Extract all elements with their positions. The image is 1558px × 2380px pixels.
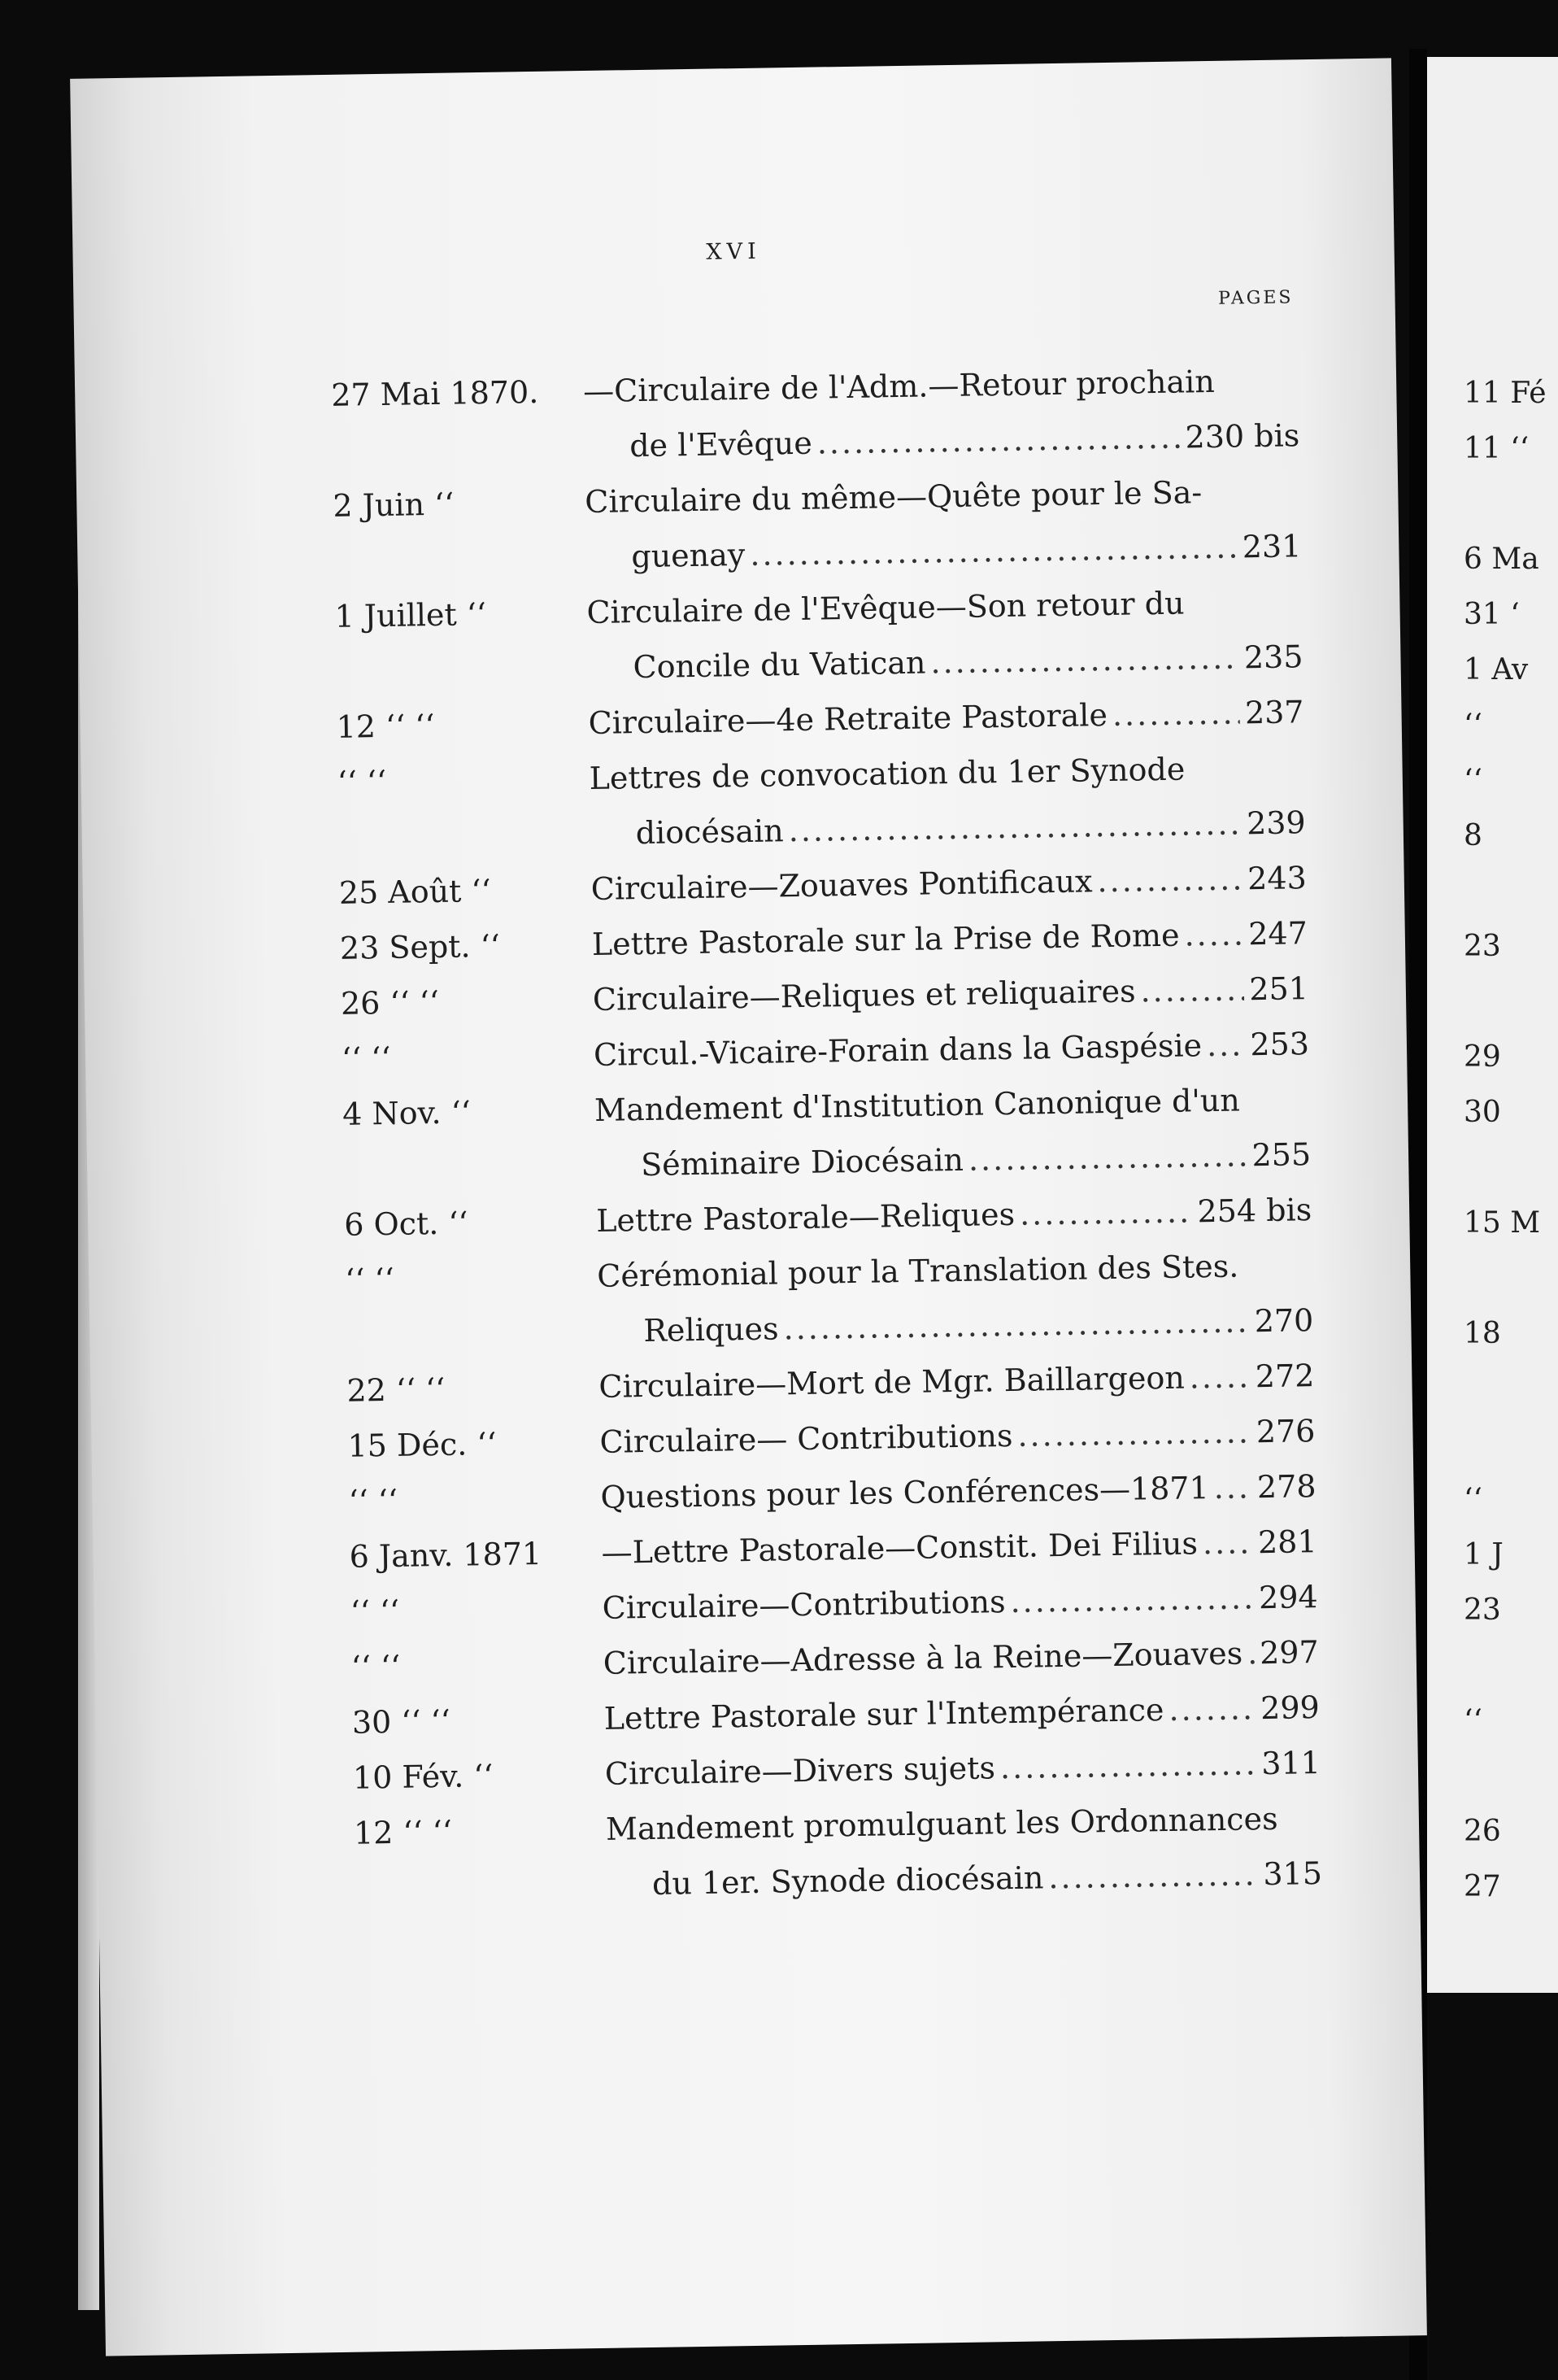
entry-title: Mandement promulguant les Ordonnances — [605, 1800, 1278, 1847]
dot-leader — [1140, 961, 1245, 1018]
entry-title: Circulaire—Contributions — [602, 1584, 1006, 1626]
entry-page-number: 315 — [1263, 1855, 1323, 1893]
entry-title: du 1er. Synode diocésain — [651, 1859, 1044, 1902]
entry-page-number: 276 — [1256, 1413, 1316, 1450]
facing-page-date: ‘‘ — [1464, 1483, 1482, 1516]
entry-date: 6 Janv. 1871 — [349, 1536, 542, 1575]
entry-date: 22 ‘‘ ‘‘ — [346, 1371, 446, 1409]
entry-page-number: 294 — [1258, 1579, 1318, 1616]
dot-leader — [1019, 1183, 1193, 1241]
dot-leader — [788, 796, 1242, 858]
dot-leader — [1247, 1625, 1256, 1680]
dot-leader — [1168, 1680, 1256, 1737]
entry-page-number: 253 — [1250, 1026, 1310, 1063]
entry-page-number: 272 — [1255, 1358, 1315, 1395]
facing-page-date: 15 M — [1464, 1206, 1541, 1240]
dot-leader — [1097, 851, 1243, 909]
entry-title: de l'Evêque — [629, 425, 813, 464]
dot-leader — [1189, 1349, 1251, 1405]
table-of-contents — [331, 352, 1323, 1916]
entry-page-number: 255 — [1251, 1136, 1312, 1174]
facing-page-date — [1464, 1251, 1558, 1306]
entry-body — [594, 1071, 1312, 1193]
dot-leader — [1206, 1017, 1245, 1073]
dot-leader — [930, 630, 1240, 690]
entry-date: 12 ‘‘ ‘‘ — [353, 1813, 453, 1851]
dot-leader — [999, 1736, 1256, 1795]
dot-leader — [1213, 1459, 1252, 1515]
toc-entry — [337, 739, 1306, 865]
toc-entry — [334, 573, 1303, 700]
entry-page-number: 237 — [1244, 694, 1304, 731]
entry-date: ‘‘ ‘‘ — [345, 1261, 395, 1298]
entry-title: Circulaire—Reliques et reliquaires — [592, 973, 1136, 1018]
dot-leader — [783, 1293, 1250, 1356]
entry-page-number: 231 — [1242, 528, 1302, 565]
entry-page-number: 243 — [1247, 860, 1308, 897]
facing-page-date: 27 — [1464, 1870, 1501, 1903]
entry-title: Cérémonial pour la Translation des Stes. — [596, 1248, 1239, 1294]
entry-date: 12 ‘‘ ‘‘ — [336, 707, 435, 745]
facing-page-date: 29 — [1464, 1040, 1501, 1074]
entry-title: Lettre Pastorale—Reliques — [595, 1196, 1016, 1239]
entry-title: Questions pour les Conférences—1871 — [600, 1470, 1210, 1515]
facing-page-date: 26 — [1464, 1815, 1501, 1848]
facing-page-date: ‘‘ — [1464, 708, 1482, 742]
entry-title: Mandement d'Institution Canonique d'un — [594, 1082, 1241, 1128]
entry-line — [607, 1846, 1323, 1912]
dot-leader — [1010, 1570, 1255, 1629]
entry-title: Circulaire—4e Retraite Pastorale — [588, 696, 1108, 742]
entry-title: diocésain — [635, 813, 785, 852]
entry-date: 26 ‘‘ ‘‘ — [340, 983, 440, 1022]
facing-page-date — [1464, 1638, 1558, 1693]
entry-date: 15 Déc. ‘‘ — [347, 1425, 497, 1464]
entry-body — [589, 739, 1306, 861]
facing-page-date: 30 — [1464, 1096, 1501, 1129]
entry-title: guenay — [631, 536, 746, 575]
entry-date: ‘‘ ‘‘ — [350, 1593, 400, 1630]
facing-page-date: 31 ‘ — [1464, 598, 1520, 631]
entry-title: Circulaire—Mort de Mgr. Baillargeon — [598, 1359, 1186, 1405]
facing-page-date: 1 Av — [1464, 653, 1529, 687]
facing-page-date — [1464, 477, 1558, 532]
page-number: XVI — [706, 238, 761, 265]
entry-title: Lettre Pastorale sur la Prise de Rome — [591, 917, 1180, 962]
entry-body — [585, 463, 1302, 585]
entry-title: Concile du Vatican — [633, 644, 926, 686]
entry-date: ‘‘ ‘‘ — [341, 1040, 391, 1077]
entry-title: Lettre Pastorale sur l'Intempérance — [603, 1692, 1164, 1737]
entry-date: ‘‘ ‘‘ — [348, 1482, 398, 1519]
dot-leader — [1048, 1846, 1259, 1905]
entry-title: Circulaire— Contributions — [599, 1417, 1013, 1460]
entry-date: 6 Oct. ‘‘ — [343, 1205, 468, 1243]
entry-page-number: 270 — [1254, 1302, 1314, 1340]
dot-leader — [1112, 685, 1240, 742]
facing-page-date — [1464, 864, 1558, 919]
facing-page-date: ‘‘ — [1464, 764, 1482, 797]
entry-date: 4 Nov. ‘‘ — [342, 1094, 472, 1132]
dot-leader — [1184, 906, 1244, 962]
entry-date: ‘‘ ‘‘ — [337, 763, 387, 800]
facing-page-date: 8 — [1464, 819, 1482, 852]
entry-page-number: 297 — [1259, 1634, 1320, 1672]
facing-page-date — [1464, 974, 1558, 1030]
facing-page-date — [1464, 1362, 1558, 1417]
entry-page-number: 311 — [1260, 1745, 1321, 1782]
entry-body — [597, 1237, 1314, 1359]
toc-entry — [345, 1237, 1314, 1363]
facing-page-dates — [1464, 366, 1558, 1915]
entry-title: —Lettre Pastorale—Constit. Dei Filius — [601, 1525, 1199, 1571]
entry-page-number: 230 bis — [1185, 417, 1300, 456]
facing-page-date: 11 Fé — [1464, 377, 1547, 410]
entry-title: Reliques — [643, 1310, 779, 1349]
entry-date: 30 ‘‘ ‘‘ — [351, 1702, 451, 1741]
facing-page-date: 1 J — [1464, 1538, 1504, 1571]
entry-page-number: 278 — [1256, 1468, 1316, 1506]
toc-entry — [353, 1790, 1322, 1916]
toc-entry — [342, 1071, 1312, 1197]
entry-date: 1 Juillet ‘‘ — [334, 595, 487, 634]
facing-page-date: 11 ‘‘ — [1464, 432, 1530, 465]
dot-leader — [750, 519, 1238, 582]
entry-date: 2 Juin ‘‘ — [333, 486, 455, 524]
entry-body — [583, 352, 1300, 474]
toc-entry — [333, 463, 1302, 589]
facing-page-date: ‘‘ — [1464, 1704, 1482, 1737]
entry-date: 10 Fév. ‘‘ — [352, 1758, 494, 1796]
book-page — [70, 58, 1427, 2356]
entry-title: Circulaire—Divers sujets — [604, 1750, 996, 1792]
toc-entry — [331, 352, 1300, 478]
entry-date: 25 Août ‘‘ — [338, 872, 491, 911]
entry-title: Circulaire de l'Evêque—Son retour du — [586, 585, 1185, 631]
facing-page-date — [1464, 1417, 1558, 1472]
facing-page-date — [1464, 1140, 1558, 1196]
entry-title: —Circulaire de l'Adm.—Retour prochain — [582, 363, 1216, 410]
entry-title: Circulaire—Zouaves Pontificaux — [590, 863, 1093, 907]
facing-page-date: 23 — [1464, 930, 1501, 963]
dot-leader — [1017, 1404, 1252, 1463]
entry-page-number: 235 — [1243, 639, 1303, 676]
facing-page-date: 6 Ma — [1464, 543, 1539, 576]
entry-body — [605, 1790, 1322, 1912]
entry-title: Circulaire du même—Quête pour le Sa- — [585, 474, 1203, 521]
entry-date: 23 Sept. ‘‘ — [339, 927, 501, 966]
entry-title: Lettres de convocation du 1er Synode — [589, 751, 1186, 797]
dot-leader — [968, 1127, 1247, 1187]
entry-date: 27 Mai 1870. — [330, 373, 539, 413]
entry-date: ‘‘ ‘‘ — [350, 1648, 401, 1685]
facing-page-date: 18 — [1464, 1317, 1501, 1350]
facing-page-date: 23 — [1464, 1593, 1501, 1627]
facing-page-date — [1464, 1749, 1558, 1804]
entry-page-number: 247 — [1247, 915, 1308, 952]
entry-title: Circul.-Vicaire-Forain dans la Gaspésie — [593, 1027, 1203, 1073]
entry-page-number: 239 — [1246, 804, 1307, 842]
dot-leader — [816, 410, 1181, 471]
entry-page-number: 254 bis — [1197, 1192, 1312, 1230]
entry-page-number: 299 — [1260, 1689, 1321, 1727]
entry-page-number: 251 — [1248, 970, 1309, 1008]
dot-leader — [1202, 1515, 1253, 1571]
entry-page-number: 281 — [1257, 1523, 1317, 1561]
entry-title: Séminaire Diocésain — [640, 1141, 964, 1183]
entry-title: Circulaire—Adresse à la Reine—Zouaves — [603, 1635, 1243, 1681]
entry-body — [586, 573, 1303, 695]
pages-column-label: PAGES — [1217, 287, 1294, 309]
